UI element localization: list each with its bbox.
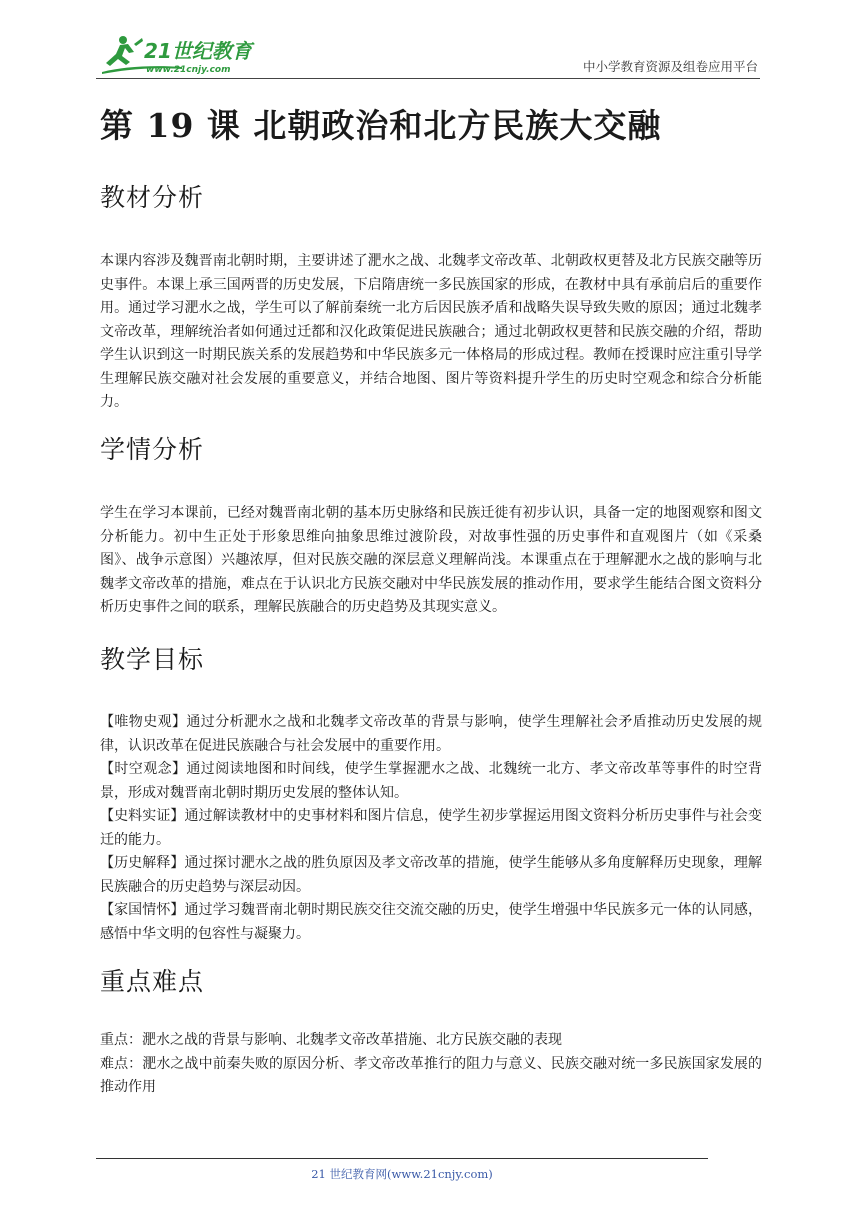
section-paragraph: 学生在学习本课前，已经对魏晋南北朝的基本历史脉络和民族迁徙有初步认识，具备一定的地图观察和图文分析能力。初中生正处于形象思维向抽象思维过渡阶段，对故事性强的历史事件和直观图片（如《采桑图》、战争示意图）兴趣浓厚，但对民族交融的深层意义理解尚浅。本课重点在于理解淝水之战的影响与北魏孝文帝改革的措施，难点在于认识北方民族交融对中华民族发展的推动作用，要求学生能结合图文资料分析历史事件之间的联系，理解民族融合的历史趋势及其现实意义。 [100,505,762,615]
section-heading: 教材分析 [100,183,205,212]
goal-item: 【唯物史观】通过分析淝水之战和北魏孝文帝改革的背景与影响，使学生理解社会矛盾推动历史发展的规律，认识改革在促进民族融合与社会发展中的重要作用。 [100,714,762,754]
section-textbook-analysis [100,178,762,415]
goals-list [100,711,762,946]
section-heading: 重点难点 [100,967,205,996]
key-points-list [100,1029,762,1100]
section-heading: 教学目标 [100,645,205,674]
page-header [96,32,760,79]
goal-item: 【历史解释】通过探讨淝水之战的胜负原因及孝文帝改革的措施，使学生能够从多角度解释历史现象，理解民族融合的历史趋势与深层动因。 [100,855,762,895]
goal-item: 【家国情怀】通过学习魏晋南北朝时期民族交往交流交融的历史，使学生增强中华民族多元一体的认同感，感悟中华文明的包容性与凝聚力。 [100,902,762,942]
footer-divider [96,1158,708,1159]
platform-caption: 中小学教育资源及组卷应用平台 [582,59,758,74]
section-heading: 学情分析 [100,435,205,464]
svg-text:21世纪教育: 21世纪教育 [144,39,252,63]
lesson-title: 第 19 课 北朝政治和北方民族大交融 [100,106,662,145]
section-paragraph: 本课内容涉及魏晋南北朝时期，主要讲述了淝水之战、北魏孝文帝改革、北朝政权更替及北方民族交融等历史事件。本课上承三国两晋的历史发展，下启隋唐统一多民族国家的形成，在教材中具有承前启后的重要作用。通过学习淝水之战，学生可以了解前秦统一北方后因民族矛盾和战略失误导致失败的原因；通过北魏孝文帝改革，理解统治者如何通过迁都和汉化政策促进民族融合；通过北朝政权更替和民族交融的介绍，帮助学生认识到这一时期民族关系的发展趋势和中华民族多元一体格局的形成过程。教师在授课时应注重引导学生理解民族交融对社会发展的重要意义，并结合地图、图片等资料提升学生的历史时空观念和综合分析能力。 [100,253,762,410]
site-logo [96,32,266,78]
section-student-analysis [100,430,762,620]
footer-caption: 21 世纪教育网(www.21cnjy.com) [311,1167,493,1181]
section-key-points [100,962,762,1100]
goal-item: 【时空观念】通过阅读地图和时间线，使学生掌握淝水之战、北魏统一北方、孝文帝改革等事件的时空背景，形成对魏晋南北朝时期历史发展的整体认知。 [100,761,762,801]
key-point-item: 重点：淝水之战的背景与影响、北魏孝文帝改革措施、北方民族交融的表现 [100,1032,562,1048]
section-teaching-goals [100,640,762,946]
difficulty-item: 难点：淝水之战中前秦失败的原因分析、孝文帝改革推行的阻力与意义、民族交融对统一多民族国家发展的推动作用 [100,1055,762,1095]
goal-item: 【史料实证】通过解读教材中的史事材料和图片信息，使学生初步掌握运用图文资料分析历史事件与社会变迁的能力。 [100,808,762,848]
svg-text:www.21cnjy.com: www.21cnjy.com [146,65,231,75]
